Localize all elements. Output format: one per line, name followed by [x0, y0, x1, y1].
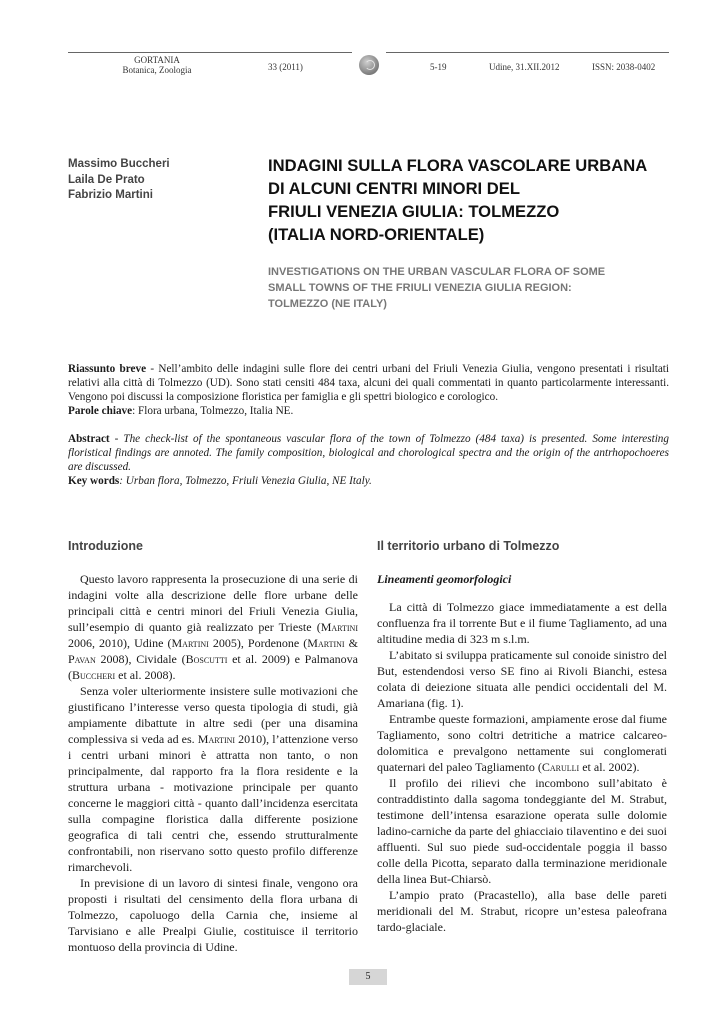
riassunto-text: - Nell’ambito delle indagini sulle flore dei centri urbani del Friuli Venezia Giulia, vengono presentati i risultati relativi alla città di Tolmezzo (UD). Sono stati censiti 484 taxa, alcuni dei quali commentati in quanto particolarmente interessanti. Vengono poi discussi la composizione floristica per famiglia e gli spettri biologico e corologico. — [68, 363, 670, 403]
right-column — [377, 538, 667, 935]
paragraph: L’ampio prato (Pracastello), alla base delle pareti meridionali del M. Strabut, ricopre un’estesa paleofrana tardo-glaciale. — [377, 888, 667, 934]
key-words-text: : Urban flora, Tolmezzo, Friuli Venezia Giulia, NE Italy. — [119, 475, 372, 487]
subtitle-line: TOLMEZZO (NE ITALY) — [268, 298, 387, 310]
left-column — [68, 538, 358, 955]
abstract-text: - The check-list of the spontaneous vascular flora of the town of Tolmezzo (484 taxa) is presented. Some interesting floristical findings are annoted. The family composition, biological and chorological spectra and the origin of the antrhopochoeres are discussed. — [68, 433, 669, 473]
journal-title: GORTANIA — [134, 55, 180, 65]
riassunto-block — [68, 362, 669, 418]
paragraph: Il profilo dei rilievi che incombono sull’abitato è contraddistinto dalla sagoma tondeggiante del M. Strabut, testimone dell’intensa esarazione operata sulle dolomie ladino-carniche da parte del ghiacciaio tilaventino e dei suoi affluenti. Sul suo piede sud-occidentale poggia il basso colle della Picotta, separato dalla terminazione meridionale della linea But-Chiarsò. — [377, 776, 667, 886]
header-rule-left — [68, 52, 352, 53]
journal-volume: 33 (2011) — [268, 62, 303, 72]
english-title — [268, 264, 688, 312]
paper-title — [268, 154, 688, 246]
title-line: (ITALIA NORD-ORIENTALE) — [268, 225, 485, 244]
journal-pages: 5-19 — [430, 62, 447, 72]
paragraph: Senza voler ulteriormente insistere sulle motivazioni che giustificano l’interesse verso questa tipologia di studi, già ampiamente dibattute in altre sedi (per una disamina complessiva si veda ad es. Martini 2010), l’attenzione verso i centri urbani minori è attratta non tanto, o non principalmente, dal rapporto fra la flora residente e la struttura urbana - motivazione principale per quanto concerne le maggiori città - quanto dall’incidenza esercitata sulla compagine floristica dalla differente posizione geografica di tali centri che, essendo strutturalmente confrontabili, non riservano sotto questo profilo differenze rimarchevoli. — [68, 684, 358, 874]
header-rule-right — [386, 52, 669, 53]
key-words — [68, 474, 669, 488]
abstract-label: Abstract — [68, 433, 110, 445]
riassunto-label: Riassunto breve — [68, 363, 147, 375]
subsection-heading: Lineamenti geomorfologici — [377, 572, 512, 586]
author: Fabrizio Martini — [68, 189, 153, 201]
author: Massimo Buccheri — [68, 158, 170, 170]
subtitle-line: SMALL TOWNS OF THE FRIULI VENEZIA GIULIA REGION: — [268, 282, 572, 294]
paragraph: La città di Tolmezzo giace immediatamente a est della confluenza fra il torrente But e il fiume Tagliamento, ad una altitudine media di 323 m s.l.m. — [377, 600, 667, 646]
author: Laila De Prato — [68, 173, 145, 186]
abstract — [68, 432, 669, 474]
page-number: 5 — [349, 969, 387, 985]
section-heading-territorio: Il territorio urbano di Tolmezzo — [377, 539, 560, 553]
journal-logo-icon — [359, 55, 379, 75]
paragraph: L’abitato si sviluppa praticamente sul conoide sinistro del But, estendendosi verso SE fino ai Rivoli Bianchi, estesa colata di deiezione situata alle pendici occidentali del M. Amariana (fig. 1). — [377, 648, 667, 710]
key-words-label: Key words — [68, 475, 120, 487]
journal-series: Botanica, Zoologia — [122, 65, 192, 75]
riassunto — [68, 362, 669, 404]
publication-date: Udine, 31.XII.2012 — [489, 62, 560, 72]
author-list — [68, 157, 170, 204]
title-line: FRIULI VENEZIA GIULIA: TOLMEZZO — [268, 202, 560, 221]
journal-name — [108, 55, 206, 75]
parole-chiave-text: : Flora urbana, Tolmezzo, Italia NE. — [132, 405, 294, 417]
issn: ISSN: 2038-0402 — [592, 62, 656, 72]
title-line: INDAGINI SULLA FLORA VASCOLARE URBANA — [268, 156, 648, 175]
abstract-block — [68, 432, 669, 488]
paragraph: Questo lavoro rappresenta la prosecuzione di una serie di indagini volte alla descrizione delle flore urbane delle principali città e centri minori del Friuli Venezia Giulia, sull’esempio di quanto già realizzato per Trieste (Martini 2006, 2010), Udine (Martini 2005), Pordenone (Martini & Pavan 2008), Cividale (Boscutti et al. 2009) e Palmanova (Buccheri et al. 2008). — [68, 572, 358, 682]
parole-chiave — [68, 404, 669, 418]
paragraph: In previsione di un lavoro di sintesi finale, vengono ora proposti i risultati del censimento della flora urbana di Tolmezzo, capoluogo della Carnia che, insieme al Tarvisiano e alle Prealpi Giulie, costituisce il territorio montuoso della provincia di Udine. — [68, 876, 358, 954]
parole-chiave-label: Parole chiave — [68, 405, 133, 417]
paragraph: Entrambe queste formazioni, ampiamente erose dal fiume Tagliamento, sono coltri detritiche a matrice calcareo-dolomitica e prevalgono nettamente sui conglomerati quaternari del paleo Tagliamento (Carulli et al. 2002). — [377, 712, 667, 774]
title-line: DI ALCUNI CENTRI MINORI DEL — [268, 179, 520, 198]
subtitle-line: INVESTIGATIONS ON THE URBAN VASCULAR FLORA OF SOME — [268, 266, 606, 278]
section-heading-introduzione: Introduzione — [68, 539, 143, 553]
